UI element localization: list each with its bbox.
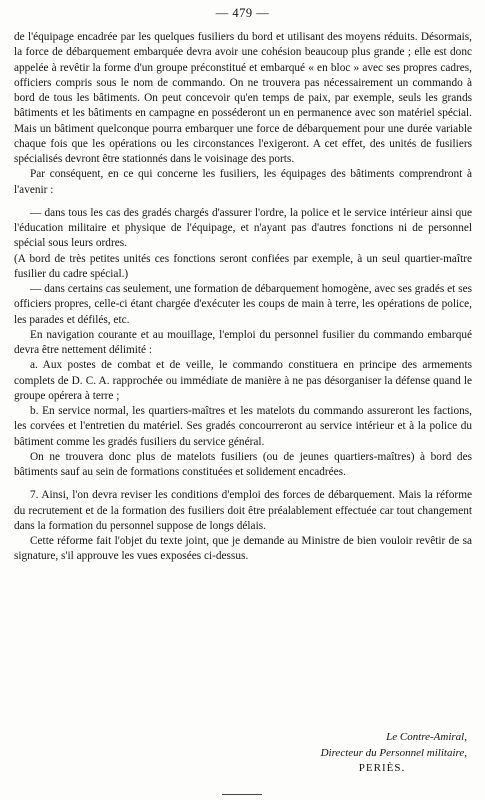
signature-title: Le Contre-Amiral, [386, 731, 467, 743]
body-text [14, 30, 472, 565]
footer-rule [222, 794, 262, 795]
paragraph-no-more-fusiliers: On ne trouvera donc plus de matelots fusiliers (ou de jeunes quartiers-maîtres) à bord des bâtiments sauf au sein de formations constituées et solidement encadrées. [14, 450, 472, 478]
paragraph-landing-formation: — dans certains cas seulement, une formation de débarquement homogène, avec ses gradés et ses officiers propres, celle-ci étant chargée d'exécuter les coups de main à terre, les opérations de police, les parades et défilés, etc. [14, 283, 472, 326]
page-number: — 479 — [215, 6, 270, 20]
paragraph-section-7: 7. Ainsi, l'on devra reviser les conditions d'emploi des forces de débarquement. Mais la réforme du recrutement et de la formation des fusiliers doit être préalablement effectuée car tout changement dans la formation du personnel suppose de longs délais. [14, 489, 472, 532]
paragraph-small-units-note: (A bord de très petites unités ces fonctions seront confiées par exemple, à un seul quartier-maître fusilier du cadre spécial.) [14, 252, 472, 280]
paragraph-consequence: Par conséquent, en ce qui concerne les fusiliers, les équipages des bâtiments comprendront à l'avenir : [14, 168, 472, 196]
paragraph-graded-duties: — dans tous les cas des gradés chargés d'assurer l'ordre, la police et le service intérieur ainsi que l'éducation militaire et physique de l'équipage, et n'ayant pas d'autres fonctions ni de personnel spécial sous leurs ordres. [14, 206, 472, 250]
signature-role: Directeur du Personnel militaire, [320, 746, 467, 759]
paragraph-point-a: a. Aux postes de combat et de veille, le commando constituera en principe des armements complets de D. C. A. rapprochée ou immédiate de manière à ne pas désorganiser la défense quand le groupe opérera à terre ; [14, 359, 472, 402]
paragraph-reform-request: Cette réforme fait l'objet du texte joint, que je demande au Ministre de bien vouloir revêtir de sa signature, s'il approuve les vues exposées ci-dessus. [14, 535, 472, 563]
paragraph-commando-intro: de l'équipage encadrée par les quelques fusiliers du bord et utilisant des moyens réduits. Désormais, la force de débarquement embarquée devra avoir une cohésion beaucoup plus grande ; elle est donc appelée à revêtir la forme d'un groupe préconstitué et embarqué « en bloc » avec ses propres cadres, officiers compris sous le nom de commando. On ne trouvera pas nécessairement un commando à bord de tous les bâtiments. On peut concevoir qu'en temps de paix, par exemple, seuls les grands bâtiments et les bâtiments en campagne en posséderont un en permanence avec son matériel spécial. Mais un bâtiment quelconque pourra embarquer une force de débarquement pour une durée variable chaque fois que les opérations ou les circonstances l'exigeront. A cet effet, des unités de fusiliers spécialisés devront être stationnés dans le voisinage des ports. [14, 31, 472, 165]
paragraph-point-b: b. En service normal, les quartiers-maîtres et les matelots du commando assureront les factions, les corvées et l'entretien du matériel. Ses gradés concourreront au service intérieur et à la police du bâtiment comme les gradés fusiliers du service général. [14, 405, 472, 448]
signature-block [237, 730, 467, 777]
paragraph-navigation-use: En navigation courante et au mouillage, l'emploi du personnel fusilier du commando embarqué devra être nettement délimité : [14, 328, 472, 356]
signature-name: PERIÈS. [358, 762, 406, 774]
